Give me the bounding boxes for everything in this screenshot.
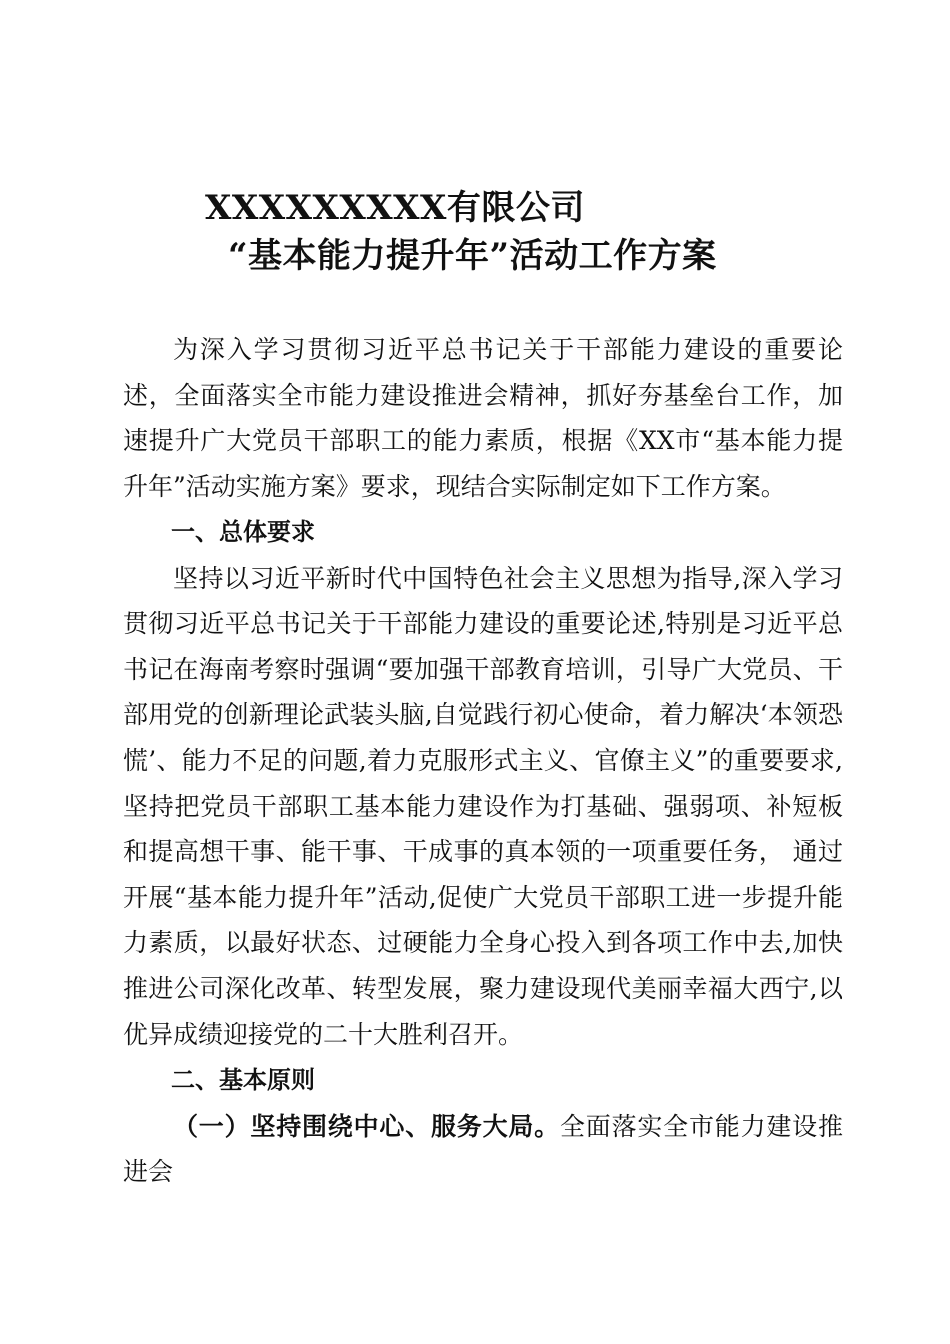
section1-paragraph: 坚持以习近平新时代中国特色社会主义思想为指导,深入学习贯彻习近平总书记关于干部能力建设的重要论述,特别是习近平总书记在海南考察时强调“要加强干部教育培训，引导广大党员、干部用党的创新理论武装头脑,自觉践行初心使命，着力解决‘本领恐慌’、能力不足的问题,着力克服形式主义、官僚主义”的重要要求,坚持把党员干部职工基本能力建设作为打基础、强弱项、补短板和提高想干事、能干事、干成事的真本领的一项重要任务， 通过开展“基本能力提升年”活动,促使广大党员干部职工进一步提升能力素质，以最好状态、过硬能力全身心投入到各项工作中去,加快推进公司深化改革、转型发展，聚力建设现代美丽幸福大西宁,以优异成绩迎接党的二十大胜利召开。: [123, 563, 843, 1049]
section2-block: [123, 1058, 843, 1195]
section2-heading: 二、基本原则: [171, 1066, 315, 1094]
section2-item1: [123, 1104, 843, 1195]
intro-paragraph: 为深入学习贯彻习近平总书记关于干部能力建设的重要论述，全面落实全市能力建设推进会精神，抓好夯基垒台工作，加速提升广大党员干部职工的能力素质，根据《XX市“基本能力提升年”活动实施方案》要求，现结合实际制定如下工作方案。: [123, 335, 843, 501]
intro-block: [123, 327, 843, 509]
document-title-plan: “基本能力提升年”活动工作方案: [228, 236, 717, 276]
section1-heading: 一、总体要求: [171, 518, 315, 546]
section1-block: [123, 510, 843, 1057]
document-title-company: XXXXXXXXX有限公司: [205, 188, 585, 228]
section2-item1-lead: （一）坚持围绕中心、服务大局。: [173, 1111, 560, 1141]
section2-item1-text: 全面落实全市能力建设推进会: [123, 1111, 843, 1187]
